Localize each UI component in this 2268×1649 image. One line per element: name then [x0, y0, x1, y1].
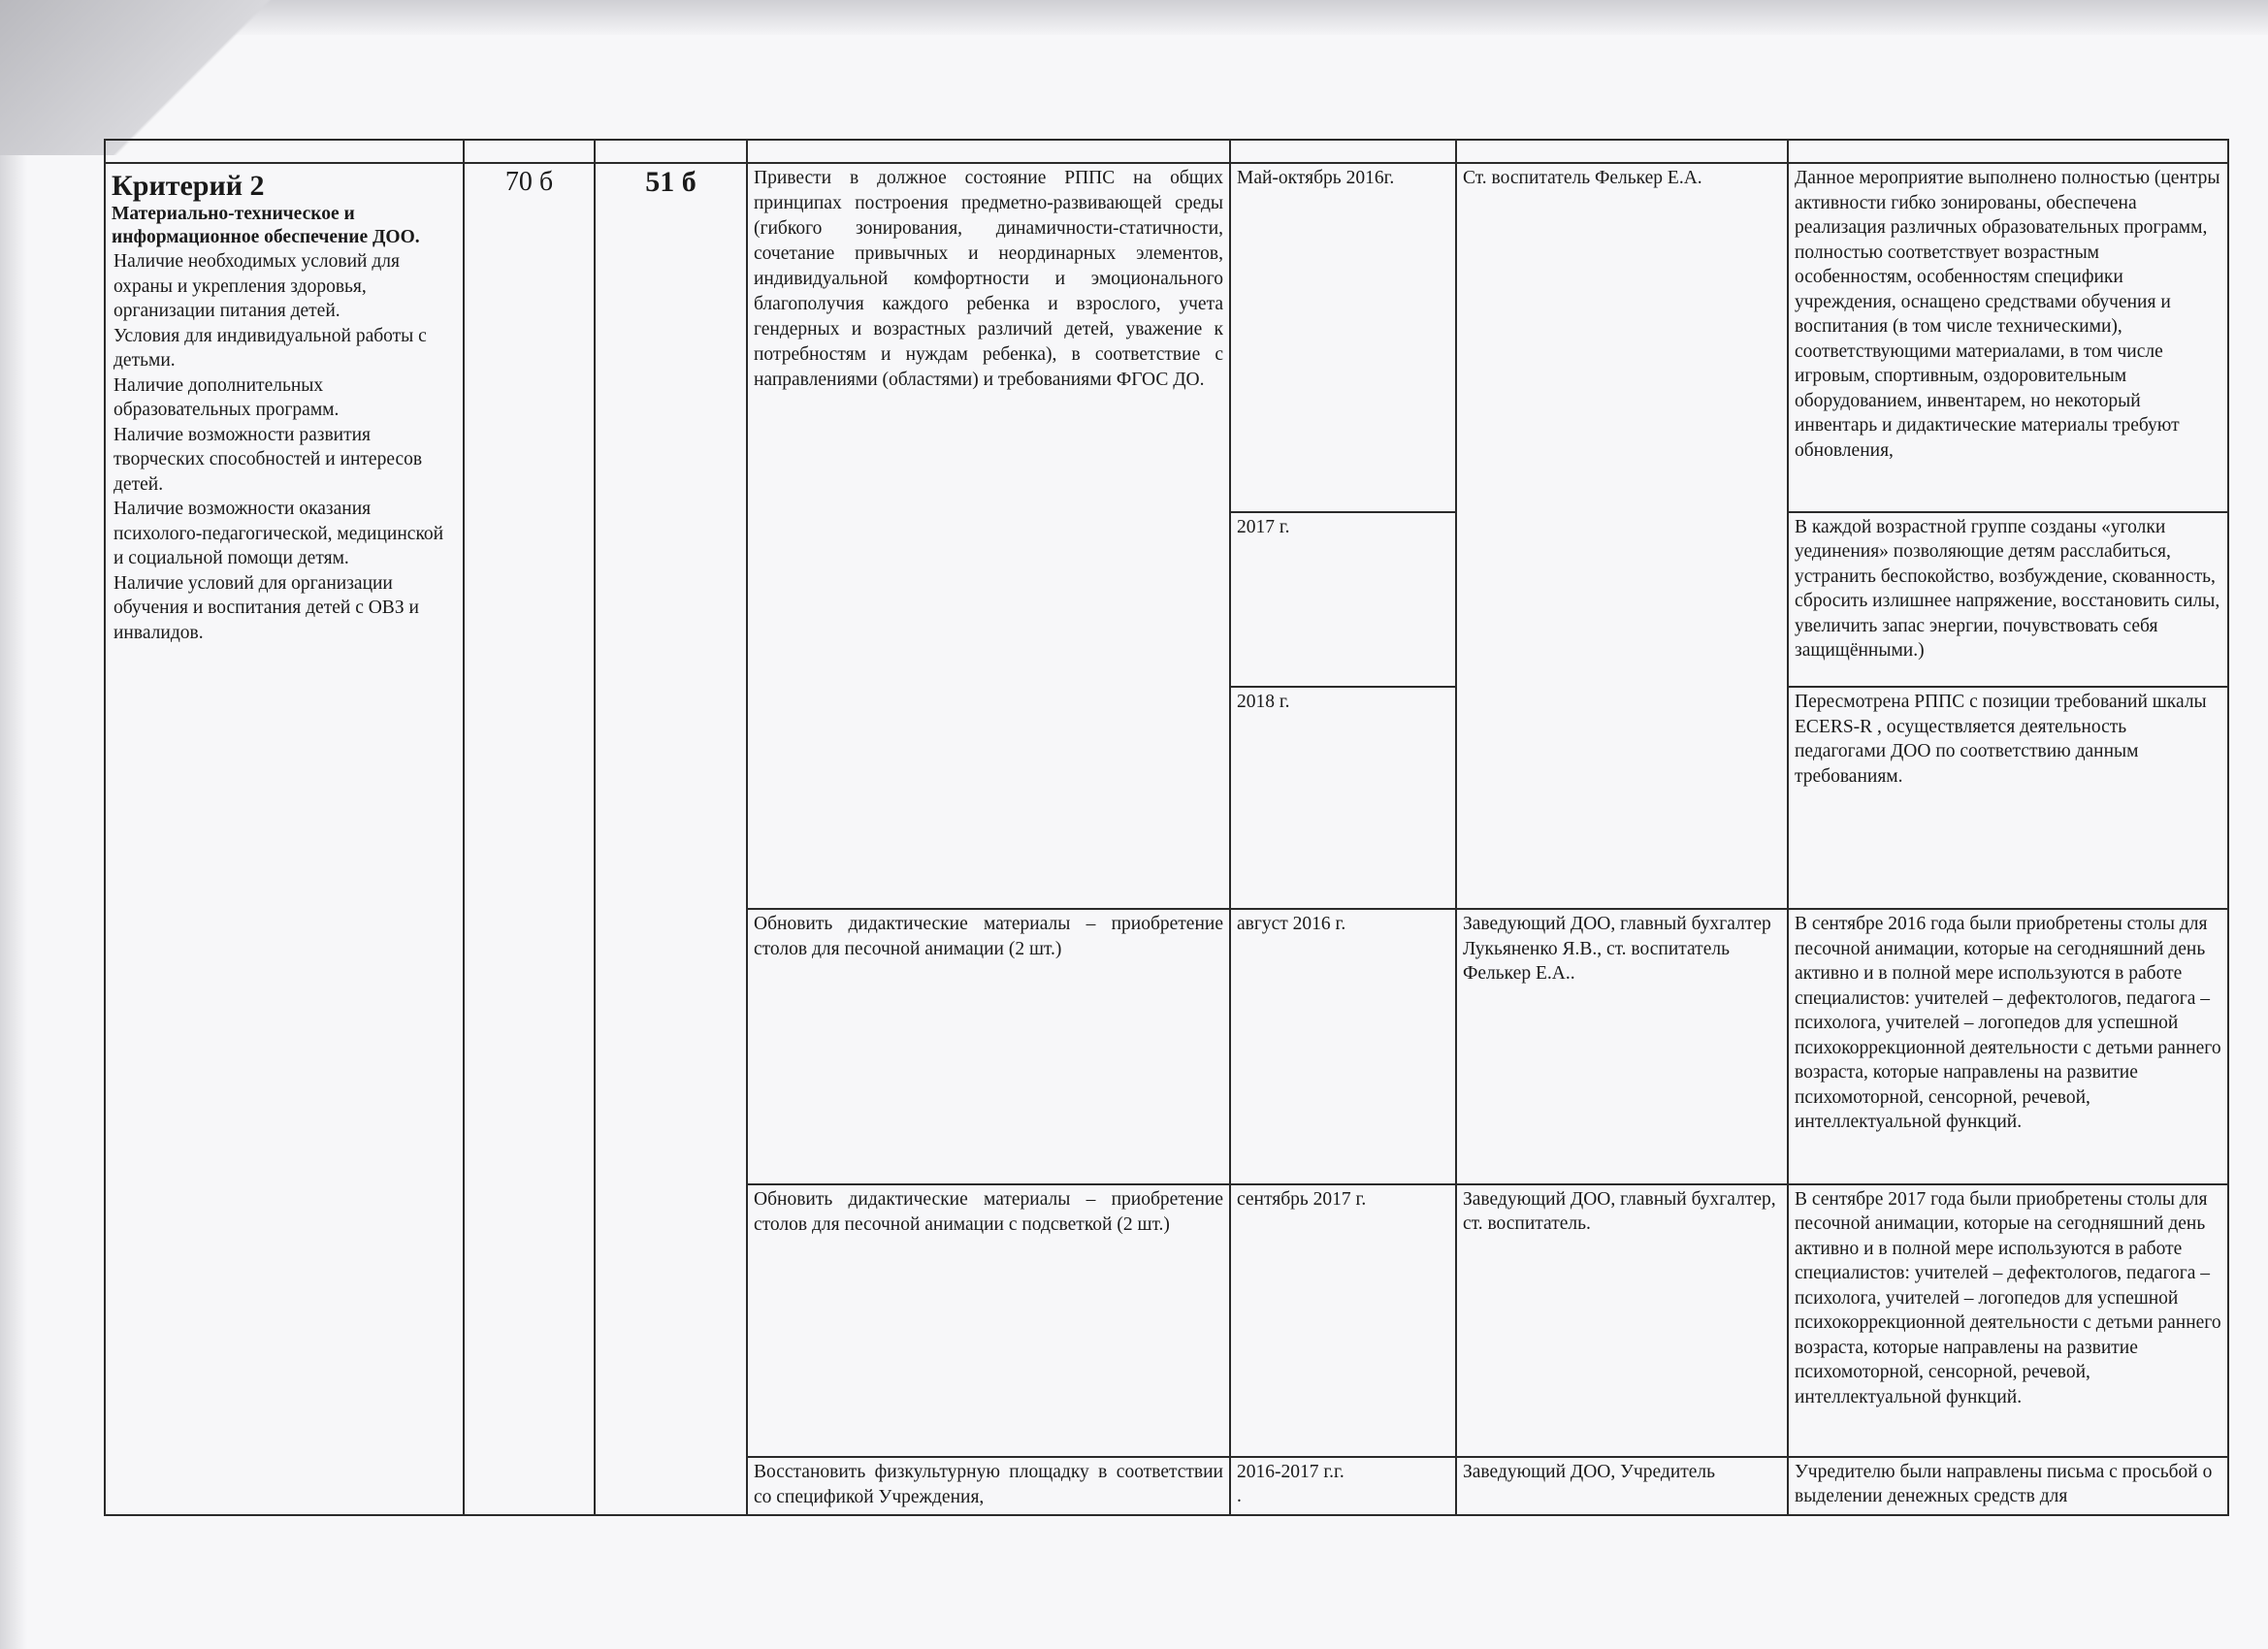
header-cell — [1456, 140, 1788, 163]
header-cell — [1788, 140, 2228, 163]
task-cell — [747, 1457, 1230, 1515]
result-text: Данное мероприятие выполнено полностью (центры активности гибко зонированы, обеспечена реализация различных образовательных программ, полностью соответствует возрастным особенностям, особенностям специфики учреждения, оснащено средствами обучения и воспитания (в том числе техническими), соответствующими материалами, в том числе игровым, спортивным, оздоровительным оборудованием, инвентарем, но некоторый инвентарь и дидактические материалы требуют обновления, — [1795, 168, 2220, 461]
table-header-row — [105, 140, 2228, 163]
criterion-item: Наличие условий для организации обучения и воспитания детей с ОВЗ и инвалидов. — [113, 572, 419, 643]
header-cell — [105, 140, 464, 163]
responsible-cell: Заведующий ДОО, главный бухгалтер, ст. воспитатель. — [1456, 1184, 1788, 1457]
criterion-item: Условия для индивидуальной работы с детьми. — [113, 325, 427, 372]
criterion-cell — [105, 163, 464, 1515]
header-cell — [464, 140, 595, 163]
scan-shadow-left — [0, 0, 27, 1649]
task-cell — [747, 1184, 1230, 1457]
responsible-cell: Заведующий ДОО, главный бухгалтер Лукьяненко Я.В., ст. воспитатель Фелькер Е.А.. — [1456, 909, 1788, 1183]
criterion-item: Наличие возможности развития творческих способностей и интересов детей. — [113, 424, 423, 495]
folded-corner — [0, 0, 291, 155]
criterion-title: Критерий 2 — [112, 170, 265, 203]
criterion-item: Наличие необходимых условий для охраны и укрепления здоровья, организации питания детей. — [113, 251, 400, 322]
result-text: В сентябре 2017 года были приобретены столы для песочной анимации, которые на сегодняшний день активно и в полной мере используются в работе специалистов: учителей – дефектологов, педагога – психолога, учителей – логопедов для успешной психокоррекционной деятельности с детьми раннего возраста, которые направлены на развитие психомоторной, сенсорной, речевой, интеллектуальной функций. — [1795, 1188, 2221, 1407]
header-cell — [747, 140, 1230, 163]
result-cell — [1788, 163, 2228, 512]
task-text: Обновить дидактические материалы – приобретение столов для песочной анимации (2 шт.) — [754, 914, 1223, 960]
result-text: В сентябре 2016 года были приобретены столы для песочной анимации, которые на сегодняшний день активно и в полной мере используются в работе специалистов: учителей – дефектологов, педагога – психолога, учителей – логопедов для успешной психокоррекционной деятельности с детьми раннего возраста, которые направлены на развитие психомоторной, сенсорной, речевой, интеллектуальной функций. — [1795, 914, 2221, 1133]
responsible-cell: Заведующий ДОО, Учредитель — [1456, 1457, 1788, 1515]
task-cell — [747, 909, 1230, 1183]
result-text: Учредителю были направлены письма с просьбой о выделении денежных средств для — [1795, 1461, 2213, 1507]
result-cell — [1788, 1184, 2228, 1457]
task-text: Привести в должное состояние РППС на общих принципах построения предметно-развивающей среды (гибкого зонирования, динамичности-статичности, сочетание привычных и неординарных элементов, индивидуальной комфортности и эмоционального благополучия каждого ребенка и взрослого, учета гендерных и возрастных различий детей, уважение к потребностям и нуждам ребенка), в соответствие с направлениями (областями) и требованиями ФГОС ДО. — [754, 168, 1223, 391]
criterion-table — [104, 139, 2229, 1516]
criterion-subtitle: Материально-техническое и информационное обеспечение ДОО. — [112, 204, 420, 248]
header-cell — [595, 140, 747, 163]
criterion-item: Наличие дополнительных образовательных программ. — [113, 374, 340, 421]
result-cell — [1788, 687, 2228, 909]
task-cell — [747, 163, 1230, 909]
period-mark: . — [1237, 1486, 1242, 1507]
header-cell — [1230, 140, 1456, 163]
criterion-item: Наличие возможности оказания психолого-педагогической, медицинской и социальной помощи детям. — [113, 499, 444, 569]
result-text: В каждой возрастной группе созданы «уголки уединения» позволяющие детям расслабиться, устранить беспокойство, возбуждение, скованность, сбросить излишнее напряжение, восстановить силы, увеличить запас энергии, почувствовать себя защищёнными.) — [1795, 516, 2220, 662]
period-cell: 2017 г. — [1230, 512, 1456, 688]
actual-score: 51 б — [595, 163, 747, 1515]
result-text: Пересмотрена РППС с позиции требований шкалы ECERS-R , осуществляется деятельность педагогами ДОО по соответствию данным требованиям. — [1795, 692, 2207, 787]
period-cell: 2018 г. — [1230, 687, 1456, 909]
period-cell: Май-октябрь 2016г. — [1230, 163, 1456, 512]
result-cell — [1788, 512, 2228, 688]
table-row — [105, 163, 2228, 512]
period-cell: сентябрь 2017 г. — [1230, 1184, 1456, 1457]
period-cell — [1230, 1457, 1456, 1515]
max-score: 70 б — [464, 163, 595, 1515]
result-cell — [1788, 1457, 2228, 1515]
task-text: Восстановить физкультурную площадку в соответствии со спецификой Учреждения, — [754, 1461, 1223, 1507]
result-cell — [1788, 909, 2228, 1183]
period-cell: август 2016 г. — [1230, 909, 1456, 1183]
scan-shadow-top — [0, 0, 2268, 35]
period-text: 2016-2017 г.г. — [1237, 1461, 1345, 1482]
task-text: Обновить дидактические материалы – приобретение столов для песочной анимации с подсветкой (2 шт.) — [754, 1188, 1223, 1235]
responsible-cell: Ст. воспитатель Фелькер Е.А. — [1456, 163, 1788, 909]
